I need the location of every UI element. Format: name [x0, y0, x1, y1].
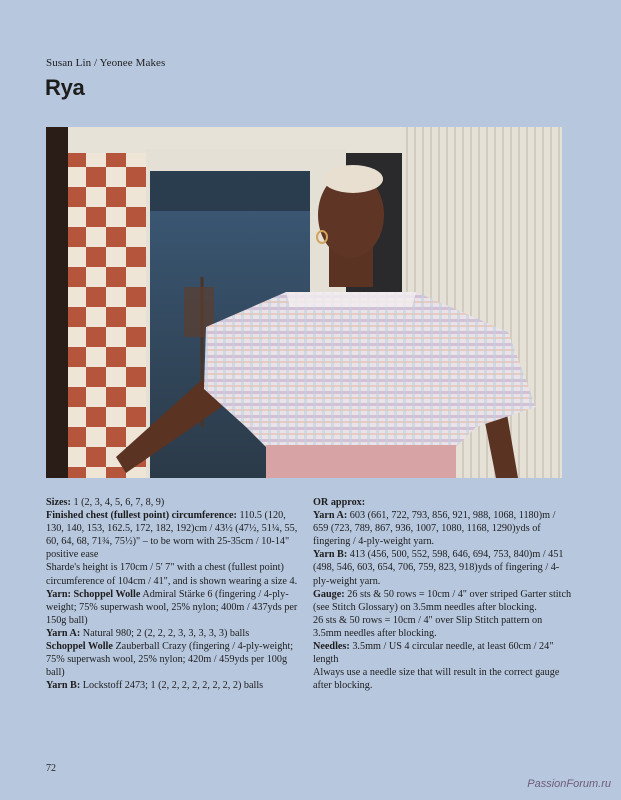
yarn-a-label: Yarn A:	[46, 627, 81, 639]
or-approx-label: OR approx:	[313, 497, 366, 508]
left-column	[46, 496, 298, 692]
needles-label: Needles:	[313, 641, 350, 653]
sizes-value: 1 (2, 3, 4, 5, 6, 7, 8, 9)	[70, 497, 165, 508]
approx-yarn-b-paragraph	[313, 548, 573, 587]
approx-yarn-b-label: Yarn B:	[313, 549, 348, 561]
yarn-label: Yarn:	[46, 588, 71, 600]
needles-note-paragraph: Always use a needle size that will result in the correct gauge after blocking.	[313, 667, 560, 692]
approx-yarn-a-label: Yarn A:	[313, 510, 348, 522]
yarn2-brand: Schoppel Wolle	[46, 641, 113, 653]
gauge-paragraph	[313, 588, 573, 614]
page-number: 72	[46, 763, 56, 774]
chest-paragraph	[46, 509, 298, 561]
yarn-brand: Schoppel Wolle	[70, 588, 141, 600]
yarn2-paragraph	[46, 640, 298, 679]
yarn-paragraph	[46, 588, 298, 627]
yarn-b-label: Yarn B:	[46, 680, 81, 692]
needles-paragraph	[313, 640, 573, 666]
gauge2-paragraph: 26 sts & 50 rows = 10cm / 4" over Slip Stitch pattern on 3.5mm needles after blocking.	[313, 614, 543, 639]
yarn-b-paragraph	[46, 679, 298, 692]
approx-yarn-a-paragraph	[313, 509, 573, 548]
approx-yarn-b-value: 413 (456, 500, 552, 598, 646, 694, 753, 840)m / 451 (498, 546, 603, 654, 706, 759, 823, 918)yds of fingering / 4-ply-weight yarn.	[313, 549, 564, 587]
sizes-paragraph	[46, 496, 298, 509]
approx-yarn-a-value: 603 (661, 722, 793, 856, 921, 988, 1068, 1180)m / 659 (723, 789, 867, 936, 1007, 1080, 1168, 1290)yds of fingering / 4-ply-weight yarn.	[313, 510, 556, 548]
pattern-title: Rya	[45, 75, 85, 100]
designer-credit: Susan Lin / Yeonee Makes	[46, 57, 166, 69]
yarn-b-value: Lockstoff 2473; 1 (2, 2, 2, 2, 2, 2, 2, 2) balls	[80, 680, 264, 692]
or-approx-paragraph	[313, 496, 573, 509]
yarn-value: Admiral Stärke 6 (fingering / 4-ply-weight; 75% superwash wool, 25% nylon; 400m / 437yds per 150g ball)	[46, 588, 298, 626]
watermark: PassionForum.ru	[527, 778, 611, 790]
gauge-label: Gauge:	[313, 588, 345, 600]
chest-value: 110.5 (120, 130, 140, 153, 162.5, 172, 182, 192)cm / 43½ (47½, 51¼, 55, 60, 64, 68, 71¾, 75½)" – to be worn with 25-35cm / 10-14" positive ease	[46, 510, 298, 561]
right-column	[313, 496, 573, 692]
model-paragraph: Sharde's height is 170cm / 5' 7" with a chest (fullest point) circumference of 104cm / 41", and is shown wearing a size 4.	[46, 562, 298, 587]
yarn-a-value: Natural 980; 2 (2, 2, 2, 3, 3, 3, 3, 3) balls	[80, 627, 250, 639]
chest-label: Finished chest (fullest point) circumference:	[46, 510, 237, 522]
yarn-a-paragraph	[46, 627, 298, 640]
photo-illustration	[46, 127, 562, 478]
yarn2-value: Zauberball Crazy (fingering / 4-ply-weight; 75% superwash wool, 25% nylon; 420m / 459yds per 100g ball)	[46, 641, 294, 679]
gauge-value: 26 sts & 50 rows = 10cm / 4" over striped Garter stitch (see Stitch Glossary) on 3.5mm needles after blocking.	[313, 588, 572, 613]
needles-value: 3.5mm / US 4 circular needle, at least 60cm / 24" length	[313, 641, 554, 666]
sizes-label: Sizes:	[46, 497, 71, 508]
model-photo	[46, 127, 562, 478]
